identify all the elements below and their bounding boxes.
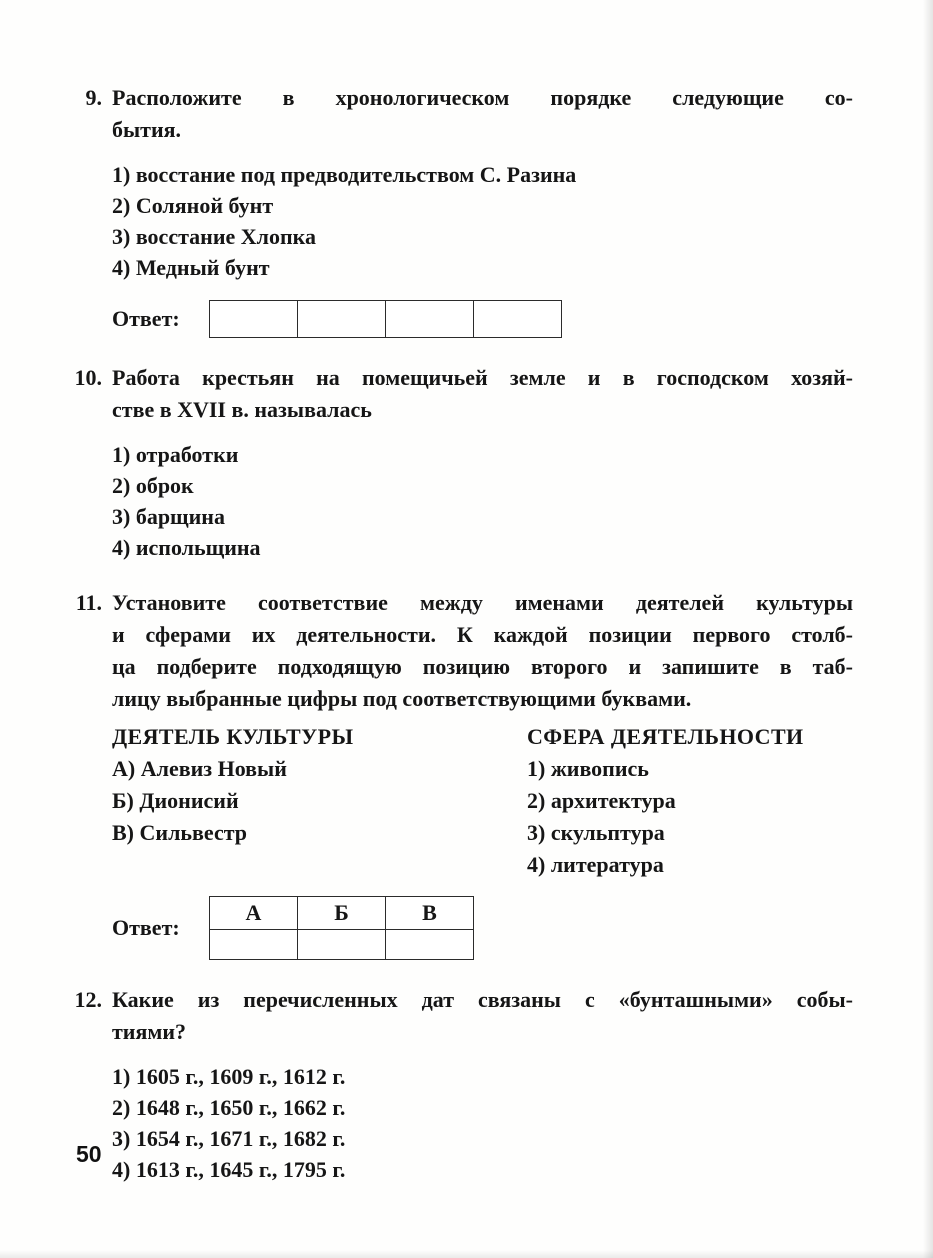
answer-table-header-cell: В [386,897,474,930]
question-text [112,362,853,426]
answer-table-header-cell: А [210,897,298,930]
page-number: 50 [76,1141,102,1167]
question-head [68,587,853,715]
option: 4) Медный бунт [112,255,270,280]
q11-answer-table [209,896,474,960]
question-9 [68,82,853,338]
option: 3) барщина [112,504,225,529]
answer-table-header-cell: Б [298,897,386,930]
question-10 [68,362,853,563]
option: 4) испольщина [112,535,261,560]
question-text-line: Установите соответствие между именами деятелей культуры [112,590,853,615]
options-list [112,1061,853,1185]
option: 2) 1648 г., 1650 г., 1662 г. [112,1095,346,1120]
question-text [112,82,853,146]
answer-row [112,896,853,960]
answer-cell [298,930,386,960]
question-text-line: лицу выбранные цифры под соответствующими буквами. [112,686,692,711]
question-number: 12. [74,987,102,1012]
matching-item: 1) живопись [527,756,649,781]
question-text-line: Какие из перечисленных дат связаны с «бунташными» собы- [112,987,853,1012]
matching-item: 3) скульптура [527,820,665,845]
option: 1) 1605 г., 1609 г., 1612 г. [112,1064,346,1089]
question-12 [68,984,853,1185]
matching-item: В) Сильвестр [112,820,248,845]
question-11 [68,587,853,960]
question-head [68,82,853,146]
answer-row [112,300,853,338]
right-column-header: СФЕРА ДЕЯТЕЛЬНОСТИ [527,724,804,749]
answer-cell [210,301,298,338]
options-list [112,439,853,563]
option: 3) восстание Хлопка [112,224,317,249]
question-text-line: тиями? [112,1019,187,1044]
matching-item: Б) Дионисий [112,788,239,813]
matching-item: 2) архитектура [527,788,676,813]
question-text-line: стве в XVII в. называлась [112,397,372,422]
question-text [112,984,853,1048]
question-head [68,362,853,426]
question-number: 10. [74,365,102,390]
matching-right-column [527,721,804,881]
q9-answer-table [209,300,562,338]
answer-label: Ответ: [112,915,180,940]
matching-left-column [112,721,527,881]
answer-cell [474,301,562,338]
question-text-line: и сферами их деятельности. К каждой позиции первого столб- [112,622,853,647]
answer-table-row [210,301,562,338]
answer-table-row [210,930,474,960]
question-text-line: бытия. [112,117,182,142]
matching-item: А) Алевиз Новый [112,756,287,781]
answer-cell [386,301,474,338]
question-text [112,587,853,715]
option: 2) Соляной бунт [112,193,274,218]
option: 4) 1613 г., 1645 г., 1795 г. [112,1157,346,1182]
answer-cell [298,301,386,338]
option: 1) восстание под предводительством С. Разина [112,162,577,187]
answer-table-header-row [210,897,474,930]
options-list [112,159,853,283]
question-text-line: Расположите в хронологическом порядке следующие со- [112,85,853,110]
question-text-line: ца подберите подходящую позицию второго и запишите в таб- [112,654,853,679]
question-number: 11. [75,590,102,615]
matching-item: 4) литература [527,852,664,877]
answer-cell [210,930,298,960]
question-head [68,984,853,1048]
option: 2) оброк [112,473,194,498]
answer-cell [386,930,474,960]
answer-label: Ответ: [112,306,180,331]
option: 3) 1654 г., 1671 г., 1682 г. [112,1126,346,1151]
left-column-header: ДЕЯТЕЛЬ КУЛЬТУРЫ [112,724,354,749]
question-text-line: Работа крестьян на помещичьей земле и в господском хозяй- [112,365,853,390]
option: 1) отработки [112,442,239,467]
question-number: 9. [85,85,102,110]
matching-columns [112,721,853,881]
